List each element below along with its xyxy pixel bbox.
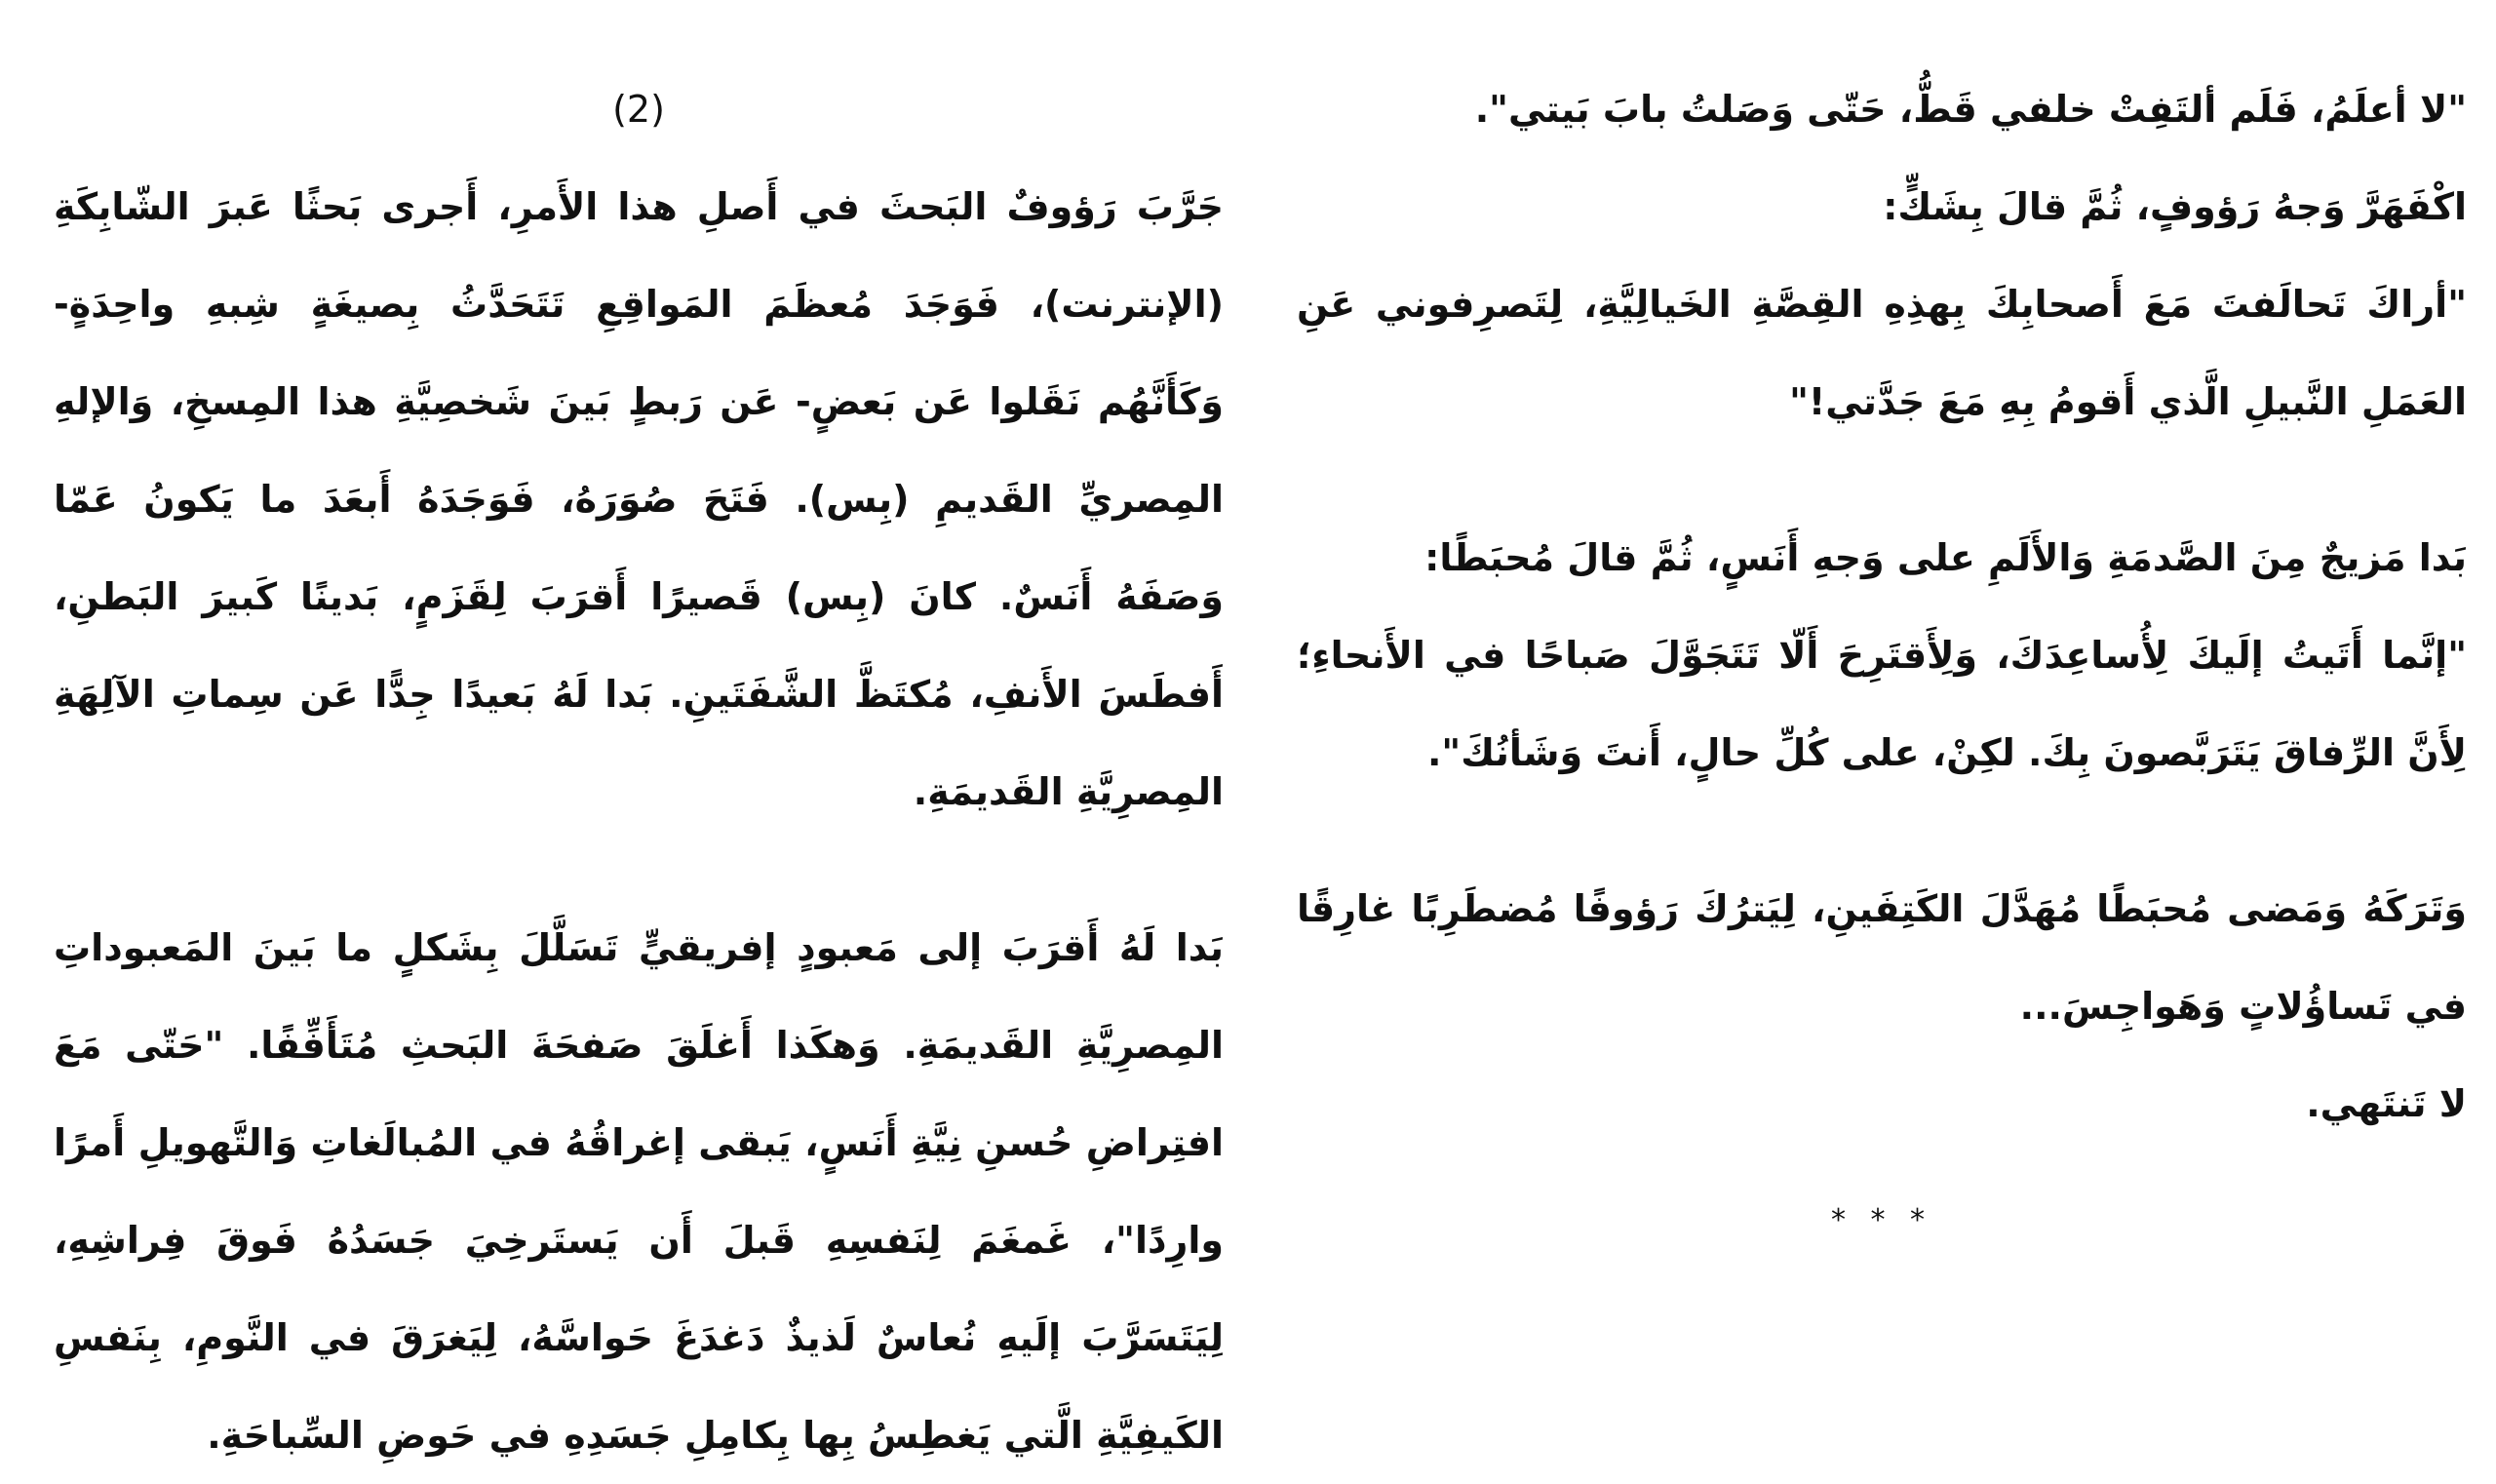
paragraph: "إنَّما أَتَيتُ إلَيكَ لِأُساعِدَكَ، وَلِأَقتَرِحَ أَلّا تَتَجَوَّلَ صَباحًا في الأَنحاءِ؛ لِأَنَّ الرِّفاقَ يَتَرَبَّصونَ بِكَ. لكِنْ، على كُلِّ حالٍ، أَنتَ وَشَأنُكَ".: [1297, 634, 2467, 774]
paragraph-gap: [1297, 801, 2467, 860]
paragraph-gap: [54, 840, 1224, 899]
paragraph: لا تَنتَهي.: [2306, 1082, 2467, 1125]
paragraph-gap: [1297, 450, 2467, 509]
paragraph: اكْفَهَرَّ وَجهُ رَؤوفٍ، ثُمَّ قالَ بِشَكٍّ:: [1883, 185, 2467, 228]
right-column: [1297, 0, 2467, 1269]
page-number: (2): [612, 88, 665, 131]
paragraph: بَدا مَزيجٌ مِنَ الصَّدمَةِ وَالأَلَمِ على وَجهِ أَنَسٍ، ثُمَّ قالَ مُحبَطًا:: [1424, 536, 2467, 579]
paragraph: جَرَّبَ رَؤوفٌ البَحثَ في أَصلِ هذا الأَمرِ، أَجرى بَحثًا عَبرَ الشّابِكَةِ (الإنترنت)، فَوَجَدَ مُعظَمَ المَواقِعِ تَتَحَدَّثُ بِصيغَةٍ شِبهِ واحِدَةٍ- وَكَأَنَّهُم نَقَلوا عَن بَعضٍ- عَن رَبطٍ بَينَ شَخصِيَّةِ هذا المِسخِ، وَالإلهِ المِصريِّ القَديمِ (بِس). فَتَحَ صُوَرَهُ، فَوَجَدَهُ أَبعَدَ ما يَكونُ عَمّا وَصَفَهُ أَنَسٌ. كانَ (بِس) قَصيرًا أَقرَبَ لِقَزَمٍ، بَدينًا كَبيرَ البَطنِ، أَفطَسَ الأَنفِ، مُكتَظَّ الشَّفَتَينِ. بَدا لَهُ بَعيدًا جِدًّا عَن سِماتِ الآلِهَةِ المِصرِيَّةِ القَديمَةِ.: [54, 185, 1224, 813]
left-column: [54, 0, 1224, 1484]
paragraph: "أراكَ تَحالَفتَ مَعَ أَصحابِكَ بِهذِهِ القِصَّةِ الخَيالِيَّةِ، لِتَصرِفوني عَنِ العَمَلِ النَّبيلِ الَّذي أَقومُ بِهِ مَعَ جَدَّتي!": [1297, 283, 2467, 423]
paragraph: وَتَرَكَهُ وَمَضى مُحبَطًا مُهَدَّلَ الكَتِفَينِ، لِيَترُكَ رَؤوفًا مُضطَرِبًا غارِقًا في تَساؤُلاتٍ وَهَواجِسَ...: [1297, 887, 2467, 1028]
paragraph: "لا أعلَمُ، فَلَم ألتَفِتْ خلفي قَطُّ، حَتّى وَصَلتُ بابَ بَيتي".: [1474, 88, 2467, 131]
section-separator: * * *: [1830, 1203, 1933, 1237]
paragraph: بَدا لَهُ أَقرَبَ إلى مَعبودٍ إفريقيٍّ تَسَلَّلَ بِشَكلٍ ما بَينَ المَعبوداتِ المِصرِيَّةِ القَديمَةِ. وَهكَذا أَغلَقَ صَفحَةَ البَحثِ مُتَأَفِّفًا. "حَتّى مَعَ افتِراضِ حُسنِ نِيَّةِ أَنَسٍ، يَبقى إغراقُهُ في المُبالَغاتِ وَالتَّهويلِ أَمرًا وارِدًا"، غَمغَمَ لِنَفسِهِ قَبلَ أَن يَستَرخِيَ جَسَدُهُ فَوقَ فِراشِهِ، لِيَتَسَرَّبَ إلَيهِ نُعاسٌ لَذيذٌ دَغدَغَ حَواسَّهُ، لِيَغرَقَ في النَّومِ، بِنَفسِ الكَيفِيَّةِ الَّتي يَغطِسُ بِها بِكامِلِ جَسَدِهِ في حَوضِ السِّباحَةِ.: [54, 926, 1224, 1457]
